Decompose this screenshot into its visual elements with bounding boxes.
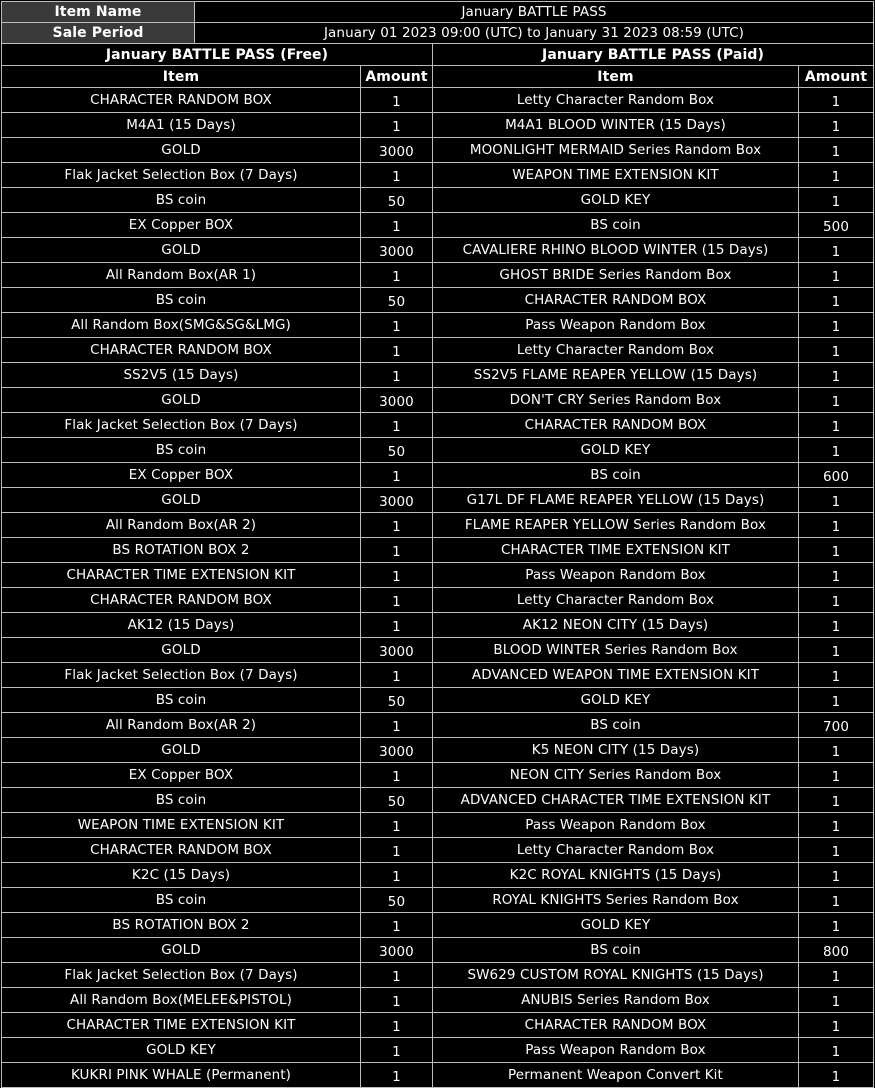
free-item-cell: All Random Box(AR 2) bbox=[2, 513, 361, 538]
paid-item-cell: BS coin bbox=[433, 713, 799, 738]
free-item-cell: WEAPON TIME EXTENSION KIT bbox=[2, 813, 361, 838]
free-amount-cell: 1 bbox=[361, 763, 433, 788]
paid-item-cell: BS coin bbox=[433, 463, 799, 488]
free-amount-cell: 1 bbox=[361, 988, 433, 1013]
paid-amount-cell: 1 bbox=[799, 838, 874, 863]
item-name-value: January BATTLE PASS bbox=[195, 2, 874, 23]
free-amount-cell: 3000 bbox=[361, 488, 433, 513]
free-amount-cell: 1 bbox=[361, 413, 433, 438]
table-row bbox=[2, 838, 874, 863]
paid-item-cell: ANUBIS Series Random Box bbox=[433, 988, 799, 1013]
free-item-cell: BS coin bbox=[2, 888, 361, 913]
paid-item-cell: K5 NEON CITY (15 Days) bbox=[433, 738, 799, 763]
paid-item-cell: FLAME REAPER YELLOW Series Random Box bbox=[433, 513, 799, 538]
table-row bbox=[2, 163, 874, 188]
paid-item-cell: SS2V5 FLAME REAPER YELLOW (15 Days) bbox=[433, 363, 799, 388]
paid-item-cell: Letty Character Random Box bbox=[433, 338, 799, 363]
table-row bbox=[2, 188, 874, 213]
free-item-cell: All Random Box(MELEE&PISTOL) bbox=[2, 988, 361, 1013]
free-item-cell: CHARACTER TIME EXTENSION KIT bbox=[2, 1013, 361, 1038]
paid-item-cell: CAVALIERE RHINO BLOOD WINTER (15 Days) bbox=[433, 238, 799, 263]
paid-amount-cell: 1 bbox=[799, 813, 874, 838]
free-amount-cell: 1 bbox=[361, 263, 433, 288]
paid-item-cell: Letty Character Random Box bbox=[433, 838, 799, 863]
paid-amount-cell: 1 bbox=[799, 263, 874, 288]
table-row bbox=[2, 338, 874, 363]
free-item-cell: BS ROTATION BOX 2 bbox=[2, 913, 361, 938]
table-row bbox=[2, 363, 874, 388]
free-item-cell: All Random Box(AR 1) bbox=[2, 263, 361, 288]
paid-item-cell: NEON CITY Series Random Box bbox=[433, 763, 799, 788]
free-amount-cell: 1 bbox=[361, 713, 433, 738]
free-item-cell: KUKRI PINK WHALE (Permanent) bbox=[2, 1063, 361, 1088]
free-item-cell: Flak Jacket Selection Box (7 Days) bbox=[2, 413, 361, 438]
table-row bbox=[2, 538, 874, 563]
free-pass-title: January BATTLE PASS (Free) bbox=[2, 44, 433, 66]
free-item-cell: CHARACTER RANDOM BOX bbox=[2, 88, 361, 113]
paid-amount-cell: 1 bbox=[799, 363, 874, 388]
paid-item-cell: SW629 CUSTOM ROYAL KNIGHTS (15 Days) bbox=[433, 963, 799, 988]
free-amount-cell: 1 bbox=[361, 163, 433, 188]
paid-item-cell: BS coin bbox=[433, 213, 799, 238]
table-row bbox=[2, 1013, 874, 1038]
table-row bbox=[2, 213, 874, 238]
paid-pass-title: January BATTLE PASS (Paid) bbox=[433, 44, 874, 66]
free-amount-cell: 3000 bbox=[361, 738, 433, 763]
paid-amount-header: Amount bbox=[799, 66, 874, 88]
paid-item-cell: MOONLIGHT MERMAID Series Random Box bbox=[433, 138, 799, 163]
paid-item-cell: M4A1 BLOOD WINTER (15 Days) bbox=[433, 113, 799, 138]
free-amount-cell: 50 bbox=[361, 288, 433, 313]
table-row bbox=[2, 788, 874, 813]
free-item-cell: EX Copper BOX bbox=[2, 763, 361, 788]
free-item-cell: GOLD bbox=[2, 138, 361, 163]
free-item-cell: All Random Box(SMG&SG&LMG) bbox=[2, 313, 361, 338]
free-amount-cell: 1 bbox=[361, 563, 433, 588]
paid-item-cell: DON'T CRY Series Random Box bbox=[433, 388, 799, 413]
paid-amount-cell: 1 bbox=[799, 288, 874, 313]
paid-item-cell: G17L DF FLAME REAPER YELLOW (15 Days) bbox=[433, 488, 799, 513]
free-item-cell: Flak Jacket Selection Box (7 Days) bbox=[2, 163, 361, 188]
table-row bbox=[2, 488, 874, 513]
paid-item-cell: GOLD KEY bbox=[433, 188, 799, 213]
table-row bbox=[2, 88, 874, 113]
free-item-cell: GOLD bbox=[2, 488, 361, 513]
table-row bbox=[2, 513, 874, 538]
table-row bbox=[2, 863, 874, 888]
free-item-cell: GOLD bbox=[2, 938, 361, 963]
paid-amount-cell: 1 bbox=[799, 238, 874, 263]
free-item-cell: CHARACTER RANDOM BOX bbox=[2, 588, 361, 613]
free-item-cell: GOLD bbox=[2, 738, 361, 763]
paid-amount-cell: 700 bbox=[799, 713, 874, 738]
paid-item-header: Item bbox=[433, 66, 799, 88]
free-amount-cell: 1 bbox=[361, 588, 433, 613]
free-amount-cell: 1 bbox=[361, 913, 433, 938]
free-amount-cell: 1 bbox=[361, 963, 433, 988]
free-amount-cell: 3000 bbox=[361, 138, 433, 163]
free-amount-cell: 50 bbox=[361, 438, 433, 463]
free-amount-cell: 50 bbox=[361, 188, 433, 213]
table-row bbox=[2, 563, 874, 588]
paid-item-cell: WEAPON TIME EXTENSION KIT bbox=[433, 163, 799, 188]
paid-amount-cell: 1 bbox=[799, 438, 874, 463]
free-item-cell: GOLD bbox=[2, 388, 361, 413]
paid-amount-cell: 1 bbox=[799, 538, 874, 563]
table-row bbox=[2, 738, 874, 763]
free-item-cell: BS ROTATION BOX 2 bbox=[2, 538, 361, 563]
free-amount-cell: 1 bbox=[361, 663, 433, 688]
item-name-label: Item Name bbox=[2, 2, 195, 23]
paid-amount-cell: 1 bbox=[799, 1038, 874, 1063]
free-amount-header: Amount bbox=[361, 66, 433, 88]
free-amount-cell: 1 bbox=[361, 1038, 433, 1063]
free-item-cell: CHARACTER RANDOM BOX bbox=[2, 838, 361, 863]
free-item-cell: All Random Box(AR 2) bbox=[2, 713, 361, 738]
table-row bbox=[2, 938, 874, 963]
paid-amount-cell: 800 bbox=[799, 938, 874, 963]
table-row bbox=[2, 713, 874, 738]
sale-period-value: January 01 2023 09:00 (UTC) to January 31 2023 08:59 (UTC) bbox=[195, 23, 874, 44]
table-row bbox=[2, 438, 874, 463]
free-item-cell: CHARACTER TIME EXTENSION KIT bbox=[2, 563, 361, 588]
column-headers-row bbox=[2, 66, 874, 88]
table-row bbox=[2, 113, 874, 138]
paid-amount-cell: 1 bbox=[799, 738, 874, 763]
paid-item-cell: CHARACTER TIME EXTENSION KIT bbox=[433, 538, 799, 563]
paid-amount-cell: 1 bbox=[799, 388, 874, 413]
paid-item-cell: Letty Character Random Box bbox=[433, 588, 799, 613]
paid-amount-cell: 1 bbox=[799, 313, 874, 338]
free-item-cell: EX Copper BOX bbox=[2, 213, 361, 238]
free-amount-cell: 3000 bbox=[361, 638, 433, 663]
paid-item-cell: Letty Character Random Box bbox=[433, 88, 799, 113]
table-row bbox=[2, 238, 874, 263]
table-row bbox=[2, 663, 874, 688]
paid-amount-cell: 1 bbox=[799, 788, 874, 813]
free-amount-cell: 1 bbox=[361, 538, 433, 563]
paid-amount-cell: 1 bbox=[799, 863, 874, 888]
free-item-cell: SS2V5 (15 Days) bbox=[2, 363, 361, 388]
paid-amount-cell: 1 bbox=[799, 138, 874, 163]
paid-item-cell: ADVANCED WEAPON TIME EXTENSION KIT bbox=[433, 663, 799, 688]
free-amount-cell: 1 bbox=[361, 1013, 433, 1038]
free-amount-cell: 1 bbox=[361, 363, 433, 388]
paid-item-cell: Pass Weapon Random Box bbox=[433, 813, 799, 838]
paid-amount-cell: 1 bbox=[799, 988, 874, 1013]
table-row bbox=[2, 988, 874, 1013]
paid-amount-cell: 1 bbox=[799, 88, 874, 113]
paid-amount-cell: 1 bbox=[799, 563, 874, 588]
paid-amount-cell: 1 bbox=[799, 613, 874, 638]
free-amount-cell: 50 bbox=[361, 788, 433, 813]
sale-period-label: Sale Period bbox=[2, 23, 195, 44]
paid-item-cell: ADVANCED CHARACTER TIME EXTENSION KIT bbox=[433, 788, 799, 813]
paid-amount-cell: 1 bbox=[799, 638, 874, 663]
paid-amount-cell: 500 bbox=[799, 213, 874, 238]
paid-amount-cell: 1 bbox=[799, 1013, 874, 1038]
free-amount-cell: 1 bbox=[361, 813, 433, 838]
free-amount-cell: 50 bbox=[361, 688, 433, 713]
paid-item-cell: GOLD KEY bbox=[433, 438, 799, 463]
table-row bbox=[2, 613, 874, 638]
table-row bbox=[2, 588, 874, 613]
paid-item-cell: BS coin bbox=[433, 938, 799, 963]
paid-item-cell: Pass Weapon Random Box bbox=[433, 1038, 799, 1063]
free-amount-cell: 1 bbox=[361, 113, 433, 138]
paid-amount-cell: 1 bbox=[799, 763, 874, 788]
free-amount-cell: 1 bbox=[361, 1063, 433, 1088]
free-item-cell: GOLD bbox=[2, 638, 361, 663]
battle-pass-table-body bbox=[2, 2, 874, 1088]
table-row bbox=[2, 463, 874, 488]
paid-item-cell: Pass Weapon Random Box bbox=[433, 563, 799, 588]
table-row bbox=[2, 313, 874, 338]
free-amount-cell: 1 bbox=[361, 338, 433, 363]
free-item-cell: K2C (15 Days) bbox=[2, 863, 361, 888]
table-row bbox=[2, 413, 874, 438]
paid-amount-cell: 1 bbox=[799, 963, 874, 988]
free-item-cell: EX Copper BOX bbox=[2, 463, 361, 488]
paid-item-cell: BLOOD WINTER Series Random Box bbox=[433, 638, 799, 663]
table-row bbox=[2, 388, 874, 413]
free-item-cell: BS coin bbox=[2, 288, 361, 313]
free-amount-cell: 1 bbox=[361, 613, 433, 638]
paid-amount-cell: 1 bbox=[799, 888, 874, 913]
paid-item-cell: AK12 NEON CITY (15 Days) bbox=[433, 613, 799, 638]
paid-amount-cell: 1 bbox=[799, 188, 874, 213]
free-amount-cell: 1 bbox=[361, 863, 433, 888]
table-row bbox=[2, 913, 874, 938]
paid-item-cell: GOLD KEY bbox=[433, 688, 799, 713]
free-amount-cell: 3000 bbox=[361, 938, 433, 963]
free-amount-cell: 50 bbox=[361, 888, 433, 913]
free-item-cell: GOLD bbox=[2, 238, 361, 263]
table-row bbox=[2, 1038, 874, 1063]
sale-period-row bbox=[2, 23, 874, 44]
paid-amount-cell: 1 bbox=[799, 663, 874, 688]
item-name-row bbox=[2, 2, 874, 23]
table-row bbox=[2, 288, 874, 313]
paid-item-cell: Permanent Weapon Convert Kit bbox=[433, 1063, 799, 1088]
paid-item-cell: GOLD KEY bbox=[433, 913, 799, 938]
table-row bbox=[2, 1063, 874, 1088]
free-item-cell: GOLD KEY bbox=[2, 1038, 361, 1063]
free-item-cell: AK12 (15 Days) bbox=[2, 613, 361, 638]
free-amount-cell: 3000 bbox=[361, 238, 433, 263]
paid-amount-cell: 1 bbox=[799, 513, 874, 538]
battle-pass-table bbox=[1, 1, 874, 1088]
free-item-cell: CHARACTER RANDOM BOX bbox=[2, 338, 361, 363]
table-row bbox=[2, 963, 874, 988]
pass-titles-row bbox=[2, 44, 874, 66]
paid-amount-cell: 1 bbox=[799, 688, 874, 713]
free-amount-cell: 1 bbox=[361, 313, 433, 338]
table-row bbox=[2, 263, 874, 288]
paid-amount-cell: 1 bbox=[799, 338, 874, 363]
free-item-cell: BS coin bbox=[2, 438, 361, 463]
paid-amount-cell: 1 bbox=[799, 488, 874, 513]
table-row bbox=[2, 888, 874, 913]
free-amount-cell: 1 bbox=[361, 213, 433, 238]
free-item-cell: M4A1 (15 Days) bbox=[2, 113, 361, 138]
table-row bbox=[2, 763, 874, 788]
free-item-cell: Flak Jacket Selection Box (7 Days) bbox=[2, 963, 361, 988]
table-row bbox=[2, 813, 874, 838]
table-row bbox=[2, 138, 874, 163]
paid-amount-cell: 600 bbox=[799, 463, 874, 488]
paid-amount-cell: 1 bbox=[799, 413, 874, 438]
free-amount-cell: 1 bbox=[361, 838, 433, 863]
table-row bbox=[2, 638, 874, 663]
paid-item-cell: Pass Weapon Random Box bbox=[433, 313, 799, 338]
paid-amount-cell: 1 bbox=[799, 588, 874, 613]
free-item-cell: BS coin bbox=[2, 688, 361, 713]
free-amount-cell: 3000 bbox=[361, 388, 433, 413]
paid-item-cell: GHOST BRIDE Series Random Box bbox=[433, 263, 799, 288]
paid-amount-cell: 1 bbox=[799, 113, 874, 138]
free-item-cell: BS coin bbox=[2, 788, 361, 813]
paid-item-cell: ROYAL KNIGHTS Series Random Box bbox=[433, 888, 799, 913]
free-amount-cell: 1 bbox=[361, 88, 433, 113]
paid-amount-cell: 1 bbox=[799, 163, 874, 188]
paid-item-cell: CHARACTER RANDOM BOX bbox=[433, 288, 799, 313]
free-item-cell: BS coin bbox=[2, 188, 361, 213]
free-amount-cell: 1 bbox=[361, 513, 433, 538]
free-amount-cell: 1 bbox=[361, 463, 433, 488]
free-item-cell: Flak Jacket Selection Box (7 Days) bbox=[2, 663, 361, 688]
table-row bbox=[2, 688, 874, 713]
paid-item-cell: K2C ROYAL KNIGHTS (15 Days) bbox=[433, 863, 799, 888]
paid-item-cell: CHARACTER RANDOM BOX bbox=[433, 413, 799, 438]
paid-amount-cell: 1 bbox=[799, 913, 874, 938]
paid-amount-cell: 1 bbox=[799, 1063, 874, 1088]
paid-item-cell: CHARACTER RANDOM BOX bbox=[433, 1013, 799, 1038]
free-item-header: Item bbox=[2, 66, 361, 88]
